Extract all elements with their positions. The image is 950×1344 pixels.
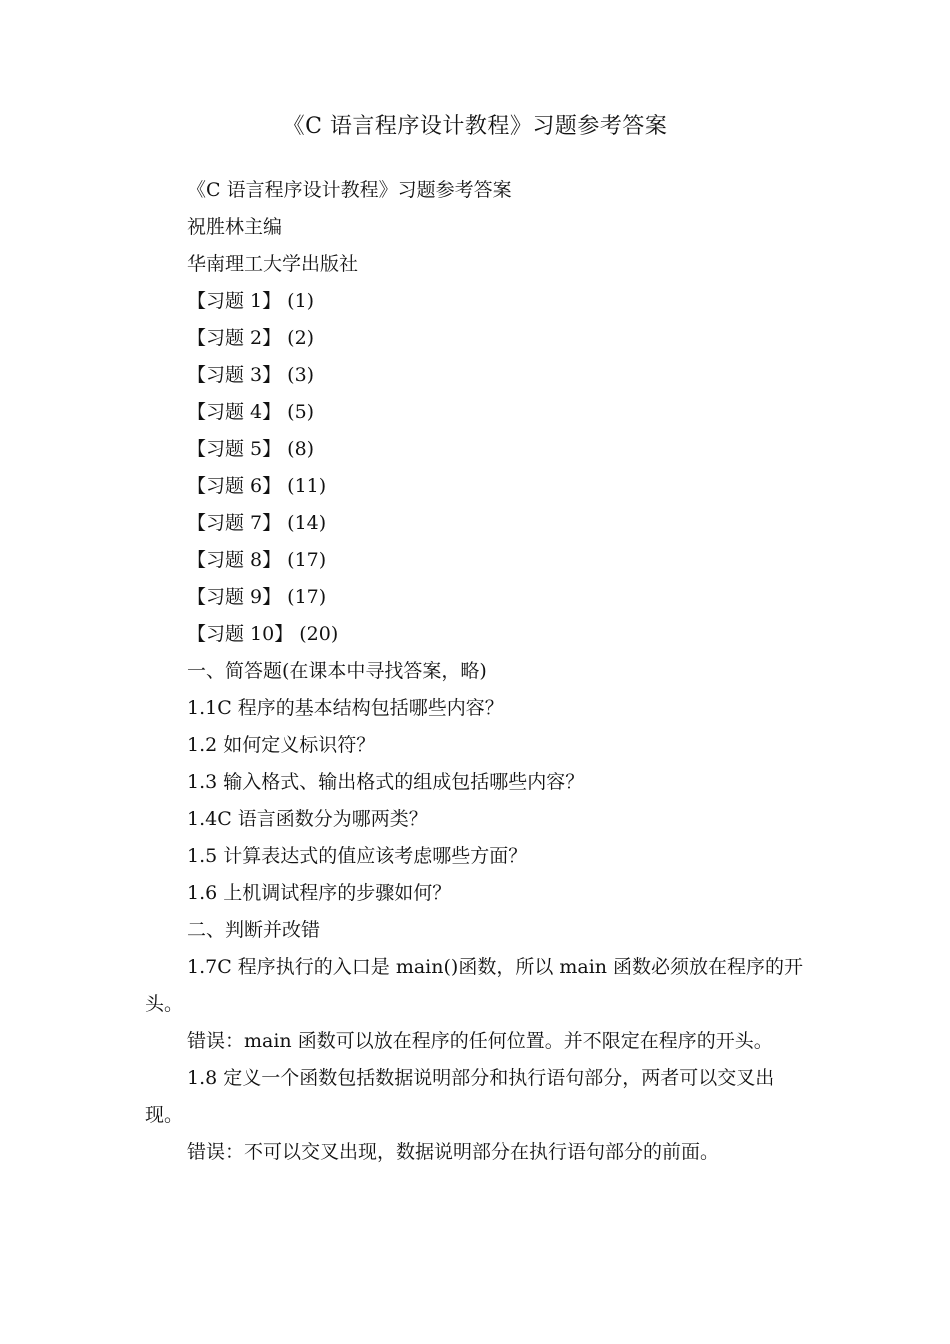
question-item: 1.2 如何定义标识符？ (187, 734, 376, 756)
toc-item: 【习题 4】 (5) (187, 401, 315, 423)
question-item: 1.3 输入格式、输出格式的组成包括哪些内容？ (187, 771, 585, 793)
toc-item: 【习题 6】 (11) (187, 475, 327, 497)
toc-item: 【习题 3】 (3) (187, 364, 315, 386)
answer-paragraph: 错误：不可以交叉出现，数据说明部分在执行语句部分的前面。 (187, 1141, 720, 1163)
question-paragraph: 1.8 定义一个函数包括数据说明部分和执行语句部分，两者可以交叉出现。 (145, 1067, 775, 1126)
question-item: 1.1C 程序的基本结构包括哪些内容？ (187, 697, 504, 719)
question-item: 1.4C 语言函数分为哪两类？ (187, 808, 428, 830)
toc-item: 【习题 9】 (17) (187, 586, 327, 608)
document-body (145, 172, 810, 1171)
question-item: 1.5 计算表达式的值应该考虑哪些方面？ (187, 845, 528, 867)
section-heading: 二、判断并改错 (187, 919, 321, 941)
body-line: 《C 语言程序设计教程》习题参考答案 (187, 179, 512, 201)
question-paragraph: 1.7C 程序执行的入口是 main()函数，所以 main 函数必须放在程序的开头。 (145, 956, 804, 1015)
toc-item: 【习题 1】 (1) (187, 290, 315, 312)
question-item: 1.6 上机调试程序的步骤如何？ (187, 882, 452, 904)
toc-item: 【习题 8】 (17) (187, 549, 327, 571)
toc-item: 【习题 10】 (20) (187, 623, 339, 645)
publisher-line: 华南理工大学出版社 (187, 253, 359, 275)
toc-item: 【习题 5】 (8) (187, 438, 315, 460)
document-title: 《C 语言程序设计教程》习题参考答案 (282, 114, 668, 139)
toc-item: 【习题 7】 (14) (187, 512, 327, 534)
editor-line: 祝胜林主编 (187, 216, 283, 238)
answer-paragraph: 错误：main 函数可以放在程序的任何位置。并不限定在程序的开头。 (187, 1030, 773, 1052)
section-heading: 一、简答题(在课本中寻找答案，略) (187, 660, 487, 682)
toc-item: 【习题 2】 (2) (187, 327, 315, 349)
